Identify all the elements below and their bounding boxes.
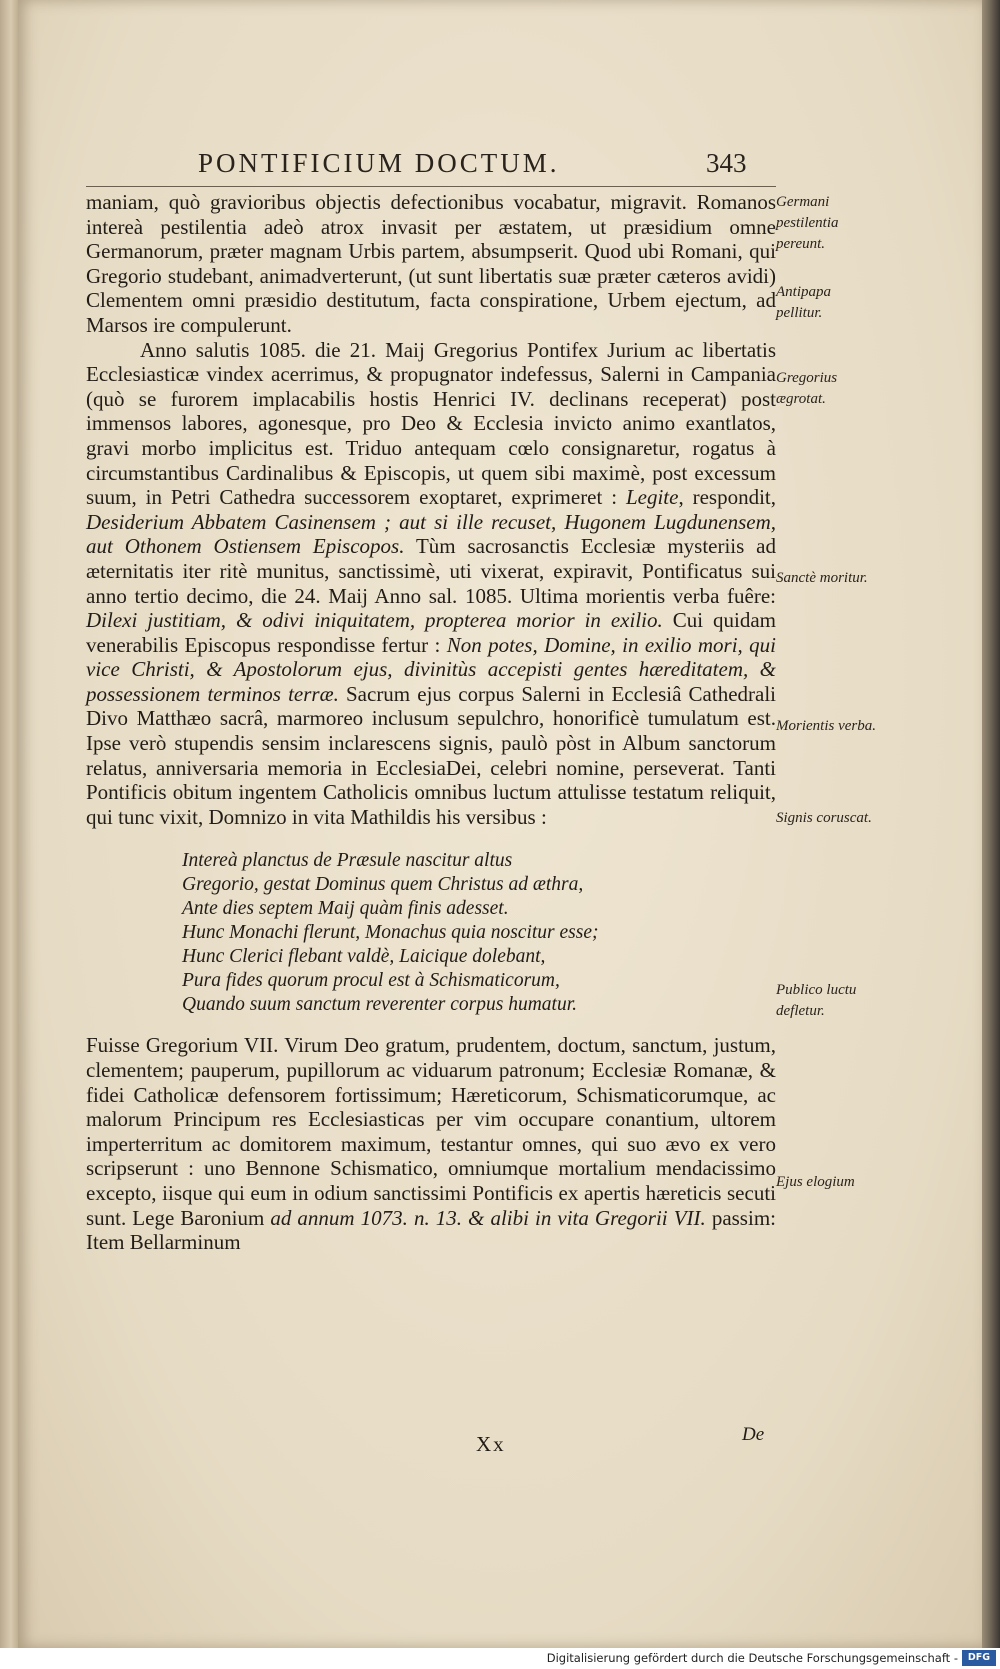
text-run: Fuisse Gregorium VII. Virum Deo gratum, prudentem, doctum, sanctum, justum, clementem; pauperum, pupillorum ac viduarum patronum; Ecclesiæ Romanæ, & fidei Catholicæ defensorem fortissimum; Hæreticorum, Schismaticorumque, ac malorum Principum res Ecclesiasticas per vim occupare conantium, ultorem imperterritum ac domitorem maximum, testantur omnes, qui suo ævo ex vero scripserunt : uno Bennone Schismatico, omniumque mortalium mendacissimo excepto, iisque qui eum in odium sanctissimi Pontificis ex apertis hæreticis secuti sunt. Lege Baronium (86, 1033, 776, 1230)
verse-line: Hunc Clerici flebant valdè, Laicique dolebant, (182, 946, 546, 968)
footer-bar (0, 1648, 1000, 1669)
margin-note: Germani pestilentia pereunt. (776, 194, 839, 252)
left-page-edge (0, 0, 18, 1648)
margin-note: Gregorius ægrotat. (776, 370, 838, 407)
catchword: De (742, 1424, 765, 1445)
italic-run: Desiderium Abbatem Casinensem ; aut si ille recuset, Hugonem Lugdunensem, aut Othonem Ostiensem Episcopos. (86, 509, 776, 559)
margin-note: Antipapa pellitur. (776, 284, 831, 321)
italic-run: Non potes, Domine, in exilio mori, qui vice Christi, & Apostolorum ejus, divinitùs accepisti gentes hæreditatem, & possessionem terminos terræ. (86, 632, 776, 706)
margin-note: Sanctè moritur. (776, 570, 868, 586)
main-text (86, 190, 776, 1255)
running-head: PONTIFICIUM DOCTUM. (198, 148, 560, 178)
text-run: , respondit, (678, 485, 776, 510)
verse-block (182, 849, 776, 1017)
italic-run: Dilexi justitiam, & odivi iniquitatem, propterea morior in exilio. (86, 608, 663, 633)
margin-note: Publico luctu defletur. (776, 982, 857, 1019)
text-run: Tùm sacrosanctis Ecclesiæ mysteriis ad æternitatis iter ritè munitus, sanctissimè, uti vixerat, expiravit, Pontificatus sui anno tertio decimo, die 24. Maij Anno sal. 1085. Ultima morientis verba fuêre: (86, 534, 777, 608)
book-page (18, 0, 982, 1648)
verse-line: Pura fides quorum procul est à Schismaticorum, (182, 970, 560, 992)
digitization-credit: Digitalisierung gefördert durch die Deutsche Forschungsgemeinschaft - (546, 1651, 958, 1665)
right-page-edge (982, 0, 1000, 1648)
paragraph-2 (86, 338, 776, 830)
verse-line: Gregorio, gestat Dominus quem Christus ad æthra, (182, 874, 584, 896)
paragraph-1 (86, 190, 776, 338)
italic-run: Legite (625, 485, 679, 510)
text-run: Cui quidam venerabilis Episcopus respondisse fertur : (86, 608, 776, 657)
margin-note: Ejus elogium (776, 1174, 855, 1190)
text-run: Sacrum ejus corpus Salerni in Ecclesiâ Cathedrali Divo Matthæo sacrâ, marmoreo inclusum sepulchro, honorificè tumulatum est. Ipse verò stupendis sensim inclarescens signis, paulò pòst in Album sanctorum relatus, anniversaria memoria in EcclesiaDei, celebri nomine, perseverat. Tanti Pontificis obitum ingentem Catholicis omnibus luctum attulisse testatum reliquit, qui tunc vixit, Domnizo in vita Mathildis his versibus : (86, 681, 776, 829)
margin-note: Morientis verba. (776, 718, 876, 734)
italic-run: ad annum 1073. n. 13. & alibi in vita Gregorii VII. (270, 1205, 706, 1230)
dfg-logo: DFG (962, 1650, 996, 1666)
verse-line: Hunc Monachi flerunt, Monachus quia noscitur esse; (182, 922, 599, 944)
text-run: maniam, quò gravioribus objectis defectionibus vocabatur, migravit. Romanos intereà pestilentia adeò atrox invasit per æstatem, ut præsidium omne Germanorum, præter magnam Urbis partem, absumpserit. Quod ubi Romani, qui Gregorio studebant, animadverterunt, (ut sunt libertatis suæ præter cæteros avidi) Clementem omni præsidio destitutum, facta conspiratione, Urbem ejectum, ad Marsos ire compulerunt. (86, 190, 776, 337)
page-number: 343 (706, 148, 747, 178)
signature-mark: Xx (476, 1432, 506, 1456)
verse-line: Quando suum sanctum reverenter corpus humatur. (182, 994, 578, 1016)
verse-line: Ante dies septem Maij quàm finis adesset. (182, 898, 509, 920)
paragraph-3 (86, 1033, 776, 1254)
text-run: passim: Item Bellarminum (86, 1205, 776, 1255)
margin-note: Signis coruscat. (776, 810, 872, 826)
verse-line: Intereà planctus de Præsule nascitur altus (182, 850, 513, 872)
text-run: Anno salutis 1085. die 21. Maij Gregorius Pontifex Jurium ac libertatis Ecclesiasticæ vindex acerrimus, & propugnator indefessus, Salerni in Campania (quò se furorem implacabilis hostis Henrici IV. declinans receperat) post immensos labores, agonesque, pro Deo & Ecclesia invicto animo exantlatos, gravi morbo implicitus est. Triduo antequam cœlo consignaretur, rogatus à circumstantibus Cardinalibus & Episcopis, ut quem sibi maximè, post excessum suum, in Petri Cathedra successorem exoptaret, exprimeret : (86, 337, 776, 510)
header-rule (86, 186, 776, 187)
